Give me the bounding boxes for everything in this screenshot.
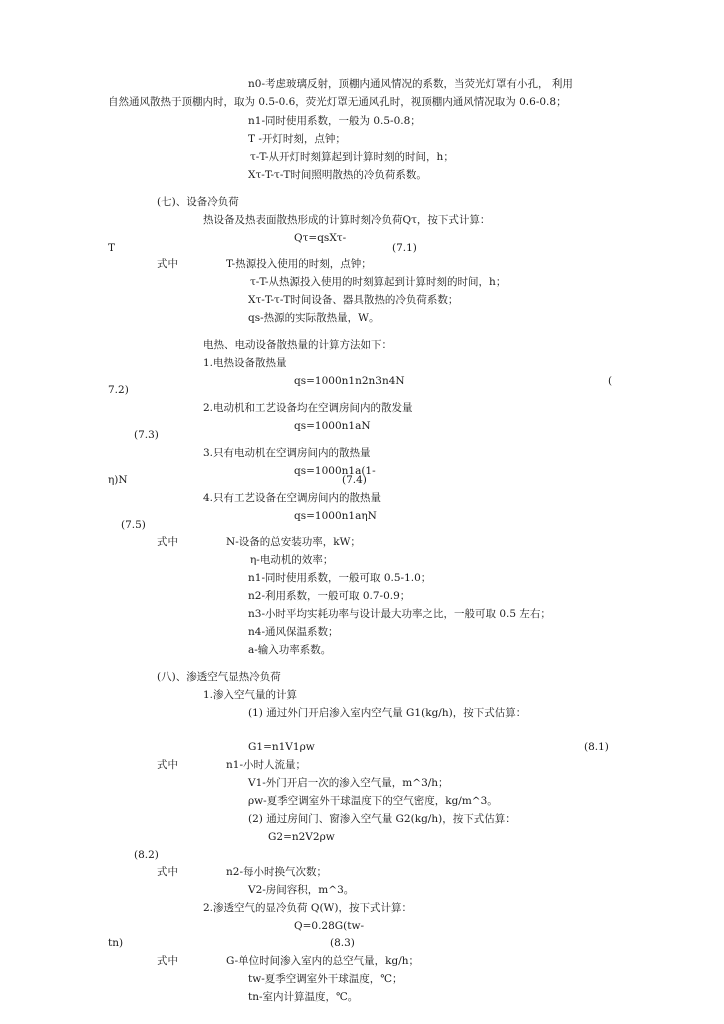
formula: qs=1000n1a(1- — [294, 465, 376, 477]
formula-continuation: tn) — [108, 937, 124, 949]
text-line: tw-夏季空调室外干球温度，℃； — [248, 973, 403, 985]
formula: Qτ=qsXτ- — [294, 232, 347, 244]
text-line: V2-房间容积，m^3。 — [248, 884, 355, 896]
section-heading: (七)、设备冷负荷 — [157, 196, 239, 208]
equation-number: (8.3) — [330, 937, 355, 949]
text-line: 自然通风散热于顶棚内时，取为 0.5-0.6，荧光灯罩无通风孔时，视顶棚内通风情况取为 0.6-0.8； — [108, 96, 567, 108]
equation-number: (7.3) — [134, 429, 159, 441]
text-line: (2) 通过房间门、窗渗入空气量 G2(kg/h)，按下式估算： — [248, 813, 516, 825]
text-line: N-设备的总安装功率，kW； — [226, 536, 361, 548]
text-line: 3.只有电动机在空调房间内的散热量 — [203, 447, 371, 459]
text-line: V1-外门开启一次的渗入空气量，m^3/h； — [248, 777, 449, 789]
text-line: τ-T-从热源投入使用的时刻算起到计算时刻的时间，h； — [250, 276, 507, 288]
text-line: T-热源投入使用的时刻，点钟； — [226, 258, 372, 270]
where-label: 式中 — [157, 536, 178, 548]
text-line: (1) 通过外门开启渗入室内空气量 G1(kg/h)，按下式估算： — [248, 707, 527, 719]
text-line: Xτ-T-τ-T时间设备、器具散热的冷负荷系数； — [248, 294, 459, 306]
text-line: tn-室内计算温度，℃。 — [248, 991, 359, 1003]
text-line: n0-考虑玻璃反射，顶棚内通风情况的系数，当荧光灯罩有小孔， 利用 — [248, 78, 573, 90]
text-line: 2.渗透空气的显冷负荷 Q(W)，按下式计算： — [203, 902, 412, 914]
text-line: 2.电动机和工艺设备均在空调房间内的散发量 — [203, 402, 413, 414]
text-line: n2-利用系数，一般可取 0.7-0.9； — [248, 590, 411, 602]
where-label: 式中 — [157, 866, 178, 878]
text-line: n1-小时人流量； — [226, 759, 306, 771]
formula: G1=n1V1ρw — [248, 741, 315, 753]
text-line: n1-同时使用系数，一般为 0.5-0.8； — [248, 115, 421, 127]
equation-number: (8.1) — [584, 741, 609, 753]
equation-number: (7.5) — [121, 519, 146, 531]
formula-continuation: η)N — [108, 474, 128, 486]
formula: G2=n2V2ρw — [268, 831, 335, 843]
formula: qs=1000n1aηN — [294, 510, 377, 522]
text-line: 4.只有工艺设备在空调房间内的散热量 — [203, 492, 382, 504]
equation-number: 7.2) — [108, 384, 129, 396]
formula: qs=1000n1n2n3n4N — [294, 375, 405, 387]
text-line: n2-每小时换气次数； — [226, 866, 327, 878]
formula: Q=0.28G(tw- — [294, 920, 365, 932]
text-line: n3-小时平均实耗功率与设计最大功率之比，一般可取 0.5 左右； — [248, 608, 551, 620]
equation-number: (8.2) — [134, 849, 159, 861]
text-line: 1.电热设备散热量 — [203, 357, 287, 369]
text-line: 1.渗入空气量的计算 — [203, 689, 298, 701]
text-line: qs-热源的实际散热量，W。 — [248, 312, 380, 324]
text-line: 热设备及热表面散热形成的计算时刻冷负荷Qτ，按下式计算： — [203, 214, 491, 226]
equation-number: (7.4) — [342, 474, 367, 486]
text-line: η-电动机的效率； — [250, 554, 334, 566]
equation-number: (7.1) — [392, 242, 417, 254]
formula-continuation: T — [108, 242, 116, 254]
text-line: n4-通风保温系数； — [248, 626, 339, 638]
where-label: 式中 — [157, 759, 178, 771]
text-line: ρw-夏季空调室外干球温度下的空气密度，kg/m^3。 — [248, 795, 498, 807]
text-line: T -开灯时刻，点钟； — [248, 133, 346, 145]
section-heading: (八)、渗透空气显热冷负荷 — [157, 671, 281, 683]
text-line: n1-同时使用系数，一般可取 0.5-1.0； — [248, 572, 432, 584]
text-line: a-输入功率系数。 — [248, 644, 332, 656]
text-line: 电热、电动设备散热量的计算方法如下： — [203, 339, 392, 351]
where-label: 式中 — [157, 258, 178, 270]
equation-number: ( — [608, 375, 613, 387]
text-line: G-单位时间渗入室内的总空气量，kg/h； — [226, 955, 420, 967]
where-label: 式中 — [157, 955, 178, 967]
formula: qs=1000n1aN — [294, 420, 371, 432]
text-line: τ-T-从开灯时刻算起到计算时刻的时间，h； — [250, 151, 454, 163]
text-line: Xτ-T-τ-T时间照明散热的冷负荷系数。 — [248, 169, 427, 181]
